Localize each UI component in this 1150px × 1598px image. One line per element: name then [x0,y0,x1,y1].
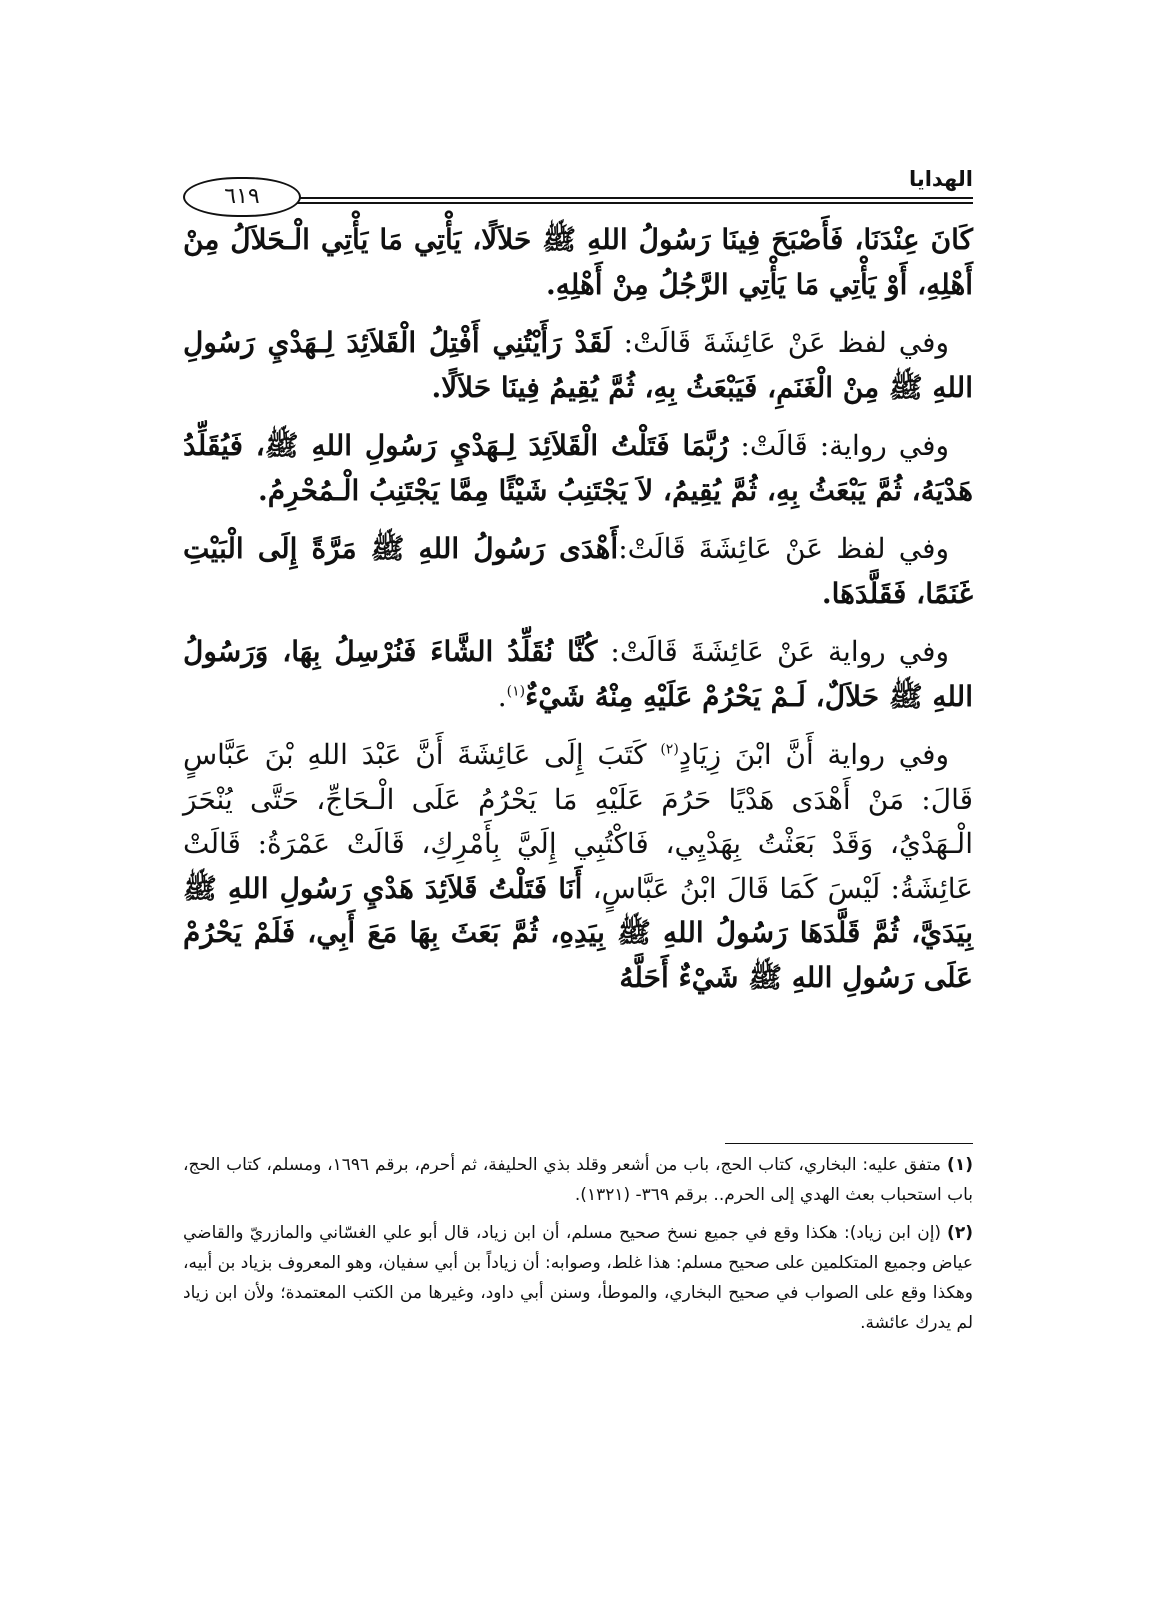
paragraph-3 [183,424,973,513]
paragraph-4 [183,527,973,616]
footnote-1 [183,1150,973,1210]
footnote-number: (١) [947,1155,973,1175]
header-rule-top [283,197,973,199]
hadith-text: أَهْدَى رَسُولُ اللهِ ﷺ مَرَّةً إِلَى الْبَيْتِ غَنَمًا، فَقَلَّدَهَا. [183,532,973,610]
narration-lead: وفي رواية: قَالَتْ: [728,429,949,462]
hadith-text: كُنَّا نُقَلِّدُ الشَّاءَ فَنُرْسِلُ بِهَا، وَرَسُولُ اللهِ ﷺ حَلاَلٌ، لَـمْ يَحْرُمْ عَلَيْهِ مِنْهُ شَيْءٌ [183,635,973,713]
footnote-text: متفق عليه: البخاري، كتاب الحج، باب من أشعر وقلد بذي الحليفة، ثم أحرم، برقم ١٦٩٦، ومسلم، كتاب الحج، باب استحباب بعث الهدي إلى الحرم.. برقم ٣٦٩- (١٣٢١). [183,1155,973,1205]
paragraph-2 [183,321,973,410]
footnote-ref-1[interactable]: (١) [506,683,526,700]
footnotes [183,1150,973,1346]
page-number: ٦١٩ [183,177,301,217]
paragraph-5 [183,630,973,719]
narration-lead-continued: كَتَبَ إِلَى عَائِشَةَ أَنَّ عَبْدَ اللهِ بْنَ عَبَّاسٍ قَالَ: مَنْ أَهْدَى هَدْيًا حَرُمَ عَلَيْهِ مَا يَحْرُمُ عَلَى الْـحَاجِّ، حَتَّى يُنْحَرَ الْـهَدْيُ، وَقَدْ بَعَثْتُ بِهَدْيِي، فَاكْتُبِي إِلَيَّ بِأَمْرِكِ، قَالَتْ عَمْرَةُ: قَالَتْ عَائِشَةُ: لَيْسَ كَمَا قَالَ ابْنُ عَبَّاسٍ، [183,738,973,905]
running-header [183,164,973,214]
narration-lead: وفي لفظ عَنْ عَائِشَةَ قَالَتْ: [618,532,949,565]
hadith-text: رُبَّمَا فَتَلْتُ الْقَلاَئِدَ لِـهَدْيِ رَسُولِ اللهِ ﷺ، فَيُقَلِّدُ هَدْيَهُ، ثُمَّ يَبْعَثُ بِهِ، ثُمَّ يُقِيمُ، لاَ يَجْتَنِبُ شَيْئًا مِمَّا يَجْتَنِبُ الْـمُحْرِمُ. [183,429,973,507]
footnote-text: (إن ابن زياد): هكذا وقع في جميع نسخ صحيح مسلم، أن ابن زياد، قال أبو علي الغسّاني والمازريّ والقاضي عياض وجميع المتكلمين على صحيح مسلم: هذا غلط، وصوابه: أن زياداً بن أبي سفيان، وهو المعروف بزياد بن أبيه، وهكذا وقع على الصواب في صحيح البخاري، والموطأ، وسنن أبي داود، وغيرها من الكتب المعتمدة؛ ولأن ابن زياد لم يدرك عائشة. [183,1223,973,1333]
footnote-separator [725,1143,973,1144]
paragraph-6 [183,733,973,1000]
footnote-number: (٢) [947,1223,973,1243]
paragraph-1 [183,218,973,307]
narration-lead: وفي لفظ عَنْ عَائِشَةَ قَالَتْ: [611,326,949,359]
hadith-text: أَنَا فَتَلْتُ قَلاَئِدَ هَدْيِ رَسُولِ اللهِ ﷺ بِيَدَيَّ، ثُمَّ قَلَّدَهَا رَسُولُ اللهِ ﷺ بِيَدِهِ، ثُمَّ بَعَثَ بِهَا مَعَ أَبِي، فَلَمْ يَحْرُمْ عَلَى رَسُولِ اللهِ ﷺ شَيْءٌ أَحَلَّهُ [183,871,973,994]
hadith-text: كَانَ عِنْدَنَا، فَأَصْبَحَ فِينَا رَسُولُ اللهِ ﷺ حَلاَلًا، يَأْتِي مَا يَأْتِي الْـحَلاَلُ مِنْ أَهْلِهِ، أَوْ يَأْتِي مَا يَأْتِي الرَّجُلُ مِنْ أَهْلِهِ. [183,223,973,301]
header-rule-bottom [283,202,973,204]
main-text [183,218,973,1000]
narration-lead: وفي رواية أَنَّ ابْنَ زِيَادٍ [678,738,949,771]
chapter-title: الهدايا [908,167,973,191]
footnote-2 [183,1218,973,1338]
footnote-ref-2[interactable]: (٢) [660,741,679,758]
hadith-text: لَقَدْ رَأَيْتُنِي أَفْتِلُ الْقَلاَئِدَ لِـهَدْيِ رَسُولِ اللهِ ﷺ مِنْ الْغَنَمِ، فَيَبْعَثُ بِهِ، ثُمَّ يُقِيمُ فِينَا حَلاَلًا. [183,326,973,404]
sentence-end: . [497,679,507,713]
narration-lead: وفي رواية عَنْ عَائِشَةَ قَالَتْ: [597,635,949,668]
